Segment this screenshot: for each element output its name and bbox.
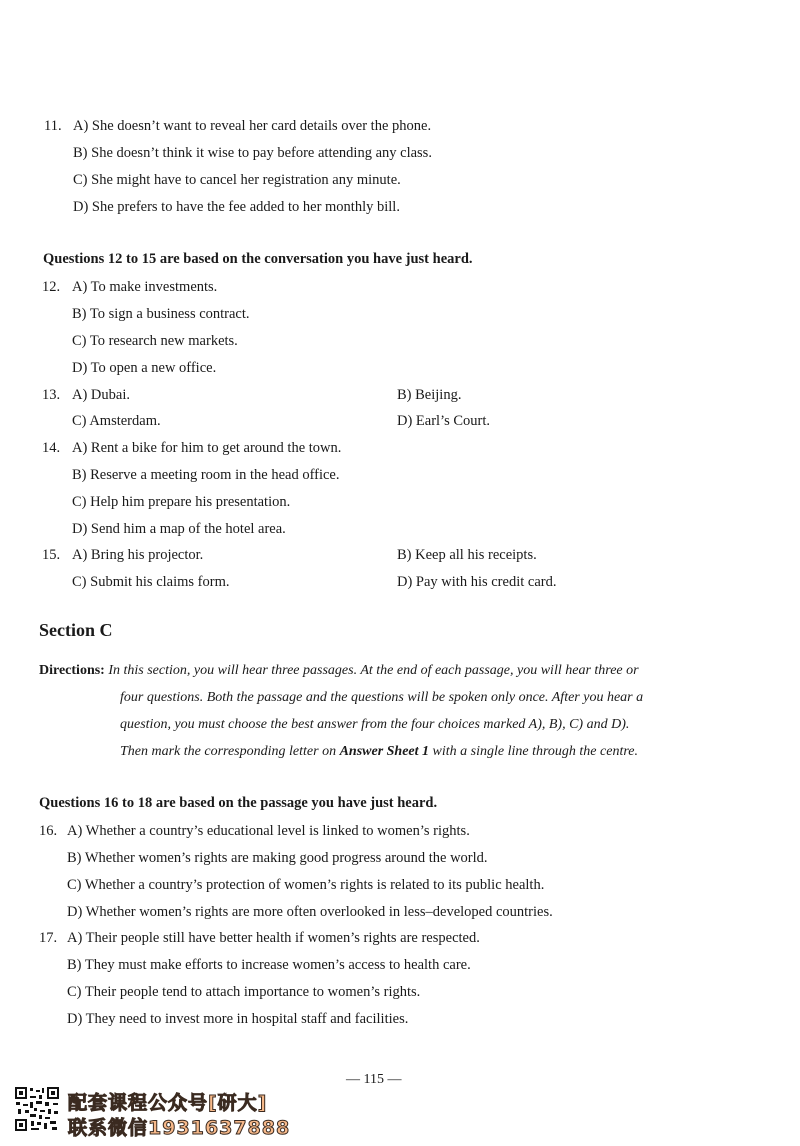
directions-line-3: question, you must choose the best answer from the four choices marked A), B), C) and D).	[120, 717, 630, 732]
q14-option-a: A) Rent a bike for him to get around the town.	[72, 440, 342, 456]
directions-line-4-start: Then mark the corresponding letter on	[120, 744, 340, 759]
q15-option-c: C) Submit his claims form.	[72, 574, 230, 590]
q11-option-c: C) She might have to cancel her registration any minute.	[73, 172, 401, 188]
q17-number: 17.	[39, 930, 58, 946]
q14-option-b: B) Reserve a meeting room in the head office.	[72, 467, 340, 483]
q14-option-d: D) Send him a map of the hotel area.	[72, 521, 286, 537]
q13-option-d: D) Earl’s Court.	[397, 413, 491, 429]
q17-option-b: B) They must make efforts to increase women’s access to health care.	[67, 957, 471, 973]
questions-12-15-heading: Questions 12 to 15 are based on the conversation you have just heard.	[43, 251, 473, 267]
q16-option-b: B) Whether women’s rights are making good progress around the world.	[67, 850, 488, 866]
q17-option-d: D) They need to invest more in hospital staff and facilities.	[67, 1011, 409, 1027]
q16-number: 16.	[39, 823, 58, 839]
page-number: — 115 —	[346, 1072, 402, 1087]
q16-option-a: A) Whether a country’s educational level is linked to women’s rights.	[67, 823, 470, 839]
q16-option-c: C) Whether a country’s protection of women’s rights is related to its public health.	[67, 877, 545, 893]
q11-option-d: D) She prefers to have the fee added to her monthly bill.	[73, 199, 400, 215]
q12-option-c: C) To research new markets.	[72, 333, 238, 349]
directions-line-2: four questions. Both the passage and the questions will be spoken only once. After you hear a	[120, 690, 644, 705]
answer-sheet-reference: Answer Sheet 1	[339, 744, 430, 759]
qr-code-icon	[14, 1086, 60, 1132]
q12-number: 12.	[42, 279, 61, 295]
q14-option-c: C) Help him prepare his presentation.	[72, 494, 291, 510]
q12-option-a: A) To make investments.	[72, 279, 218, 295]
q12-option-b: B) To sign a business contract.	[72, 306, 250, 322]
q15-option-a: A) Bring his projector.	[72, 547, 204, 563]
q11-option-a: A) She doesn’t want to reveal her card details over the phone.	[73, 118, 432, 134]
q11-number: 11.	[44, 118, 62, 134]
questions-16-18-heading: Questions 16 to 18 are based on the passage you have just heard.	[39, 795, 438, 811]
q15-option-d: D) Pay with his credit card.	[397, 574, 557, 590]
q13-option-b: B) Beijing.	[397, 387, 462, 403]
q17-option-c: C) Their people tend to attach importance to women’s rights.	[67, 984, 421, 1000]
q15-option-b: B) Keep all his receipts.	[397, 547, 537, 563]
directions-line-1: In this section, you will hear three passages. At the end of each passage, you will hear three or	[108, 663, 639, 678]
section-c-directions	[39, 657, 739, 765]
q13-option-a: A) Dubai.	[72, 387, 130, 403]
q15-number: 15.	[42, 547, 61, 563]
q16-option-d: D) Whether women’s rights are more often overlooked in less–developed countries.	[67, 904, 553, 920]
watermark-line-1: 配套课程公众号[研大]	[68, 1092, 268, 1114]
q11-option-b: B) She doesn’t think it wise to pay before attending any class.	[73, 145, 432, 161]
q13-option-c: C) Amsterdam.	[72, 413, 161, 429]
watermark-line-2: 联系微信1931637888	[68, 1117, 291, 1139]
q17-option-a: A) Their people still have better health if women’s rights are respected.	[67, 930, 480, 946]
q12-option-d: D) To open a new office.	[72, 360, 217, 376]
q14-number: 14.	[42, 440, 61, 456]
q13-number: 13.	[42, 387, 61, 403]
section-c-title: Section C	[39, 620, 113, 640]
directions-label: Directions:	[39, 663, 105, 678]
directions-line-4-end: with a single line through the centre.	[429, 744, 638, 759]
directions-line-4	[39, 738, 739, 765]
